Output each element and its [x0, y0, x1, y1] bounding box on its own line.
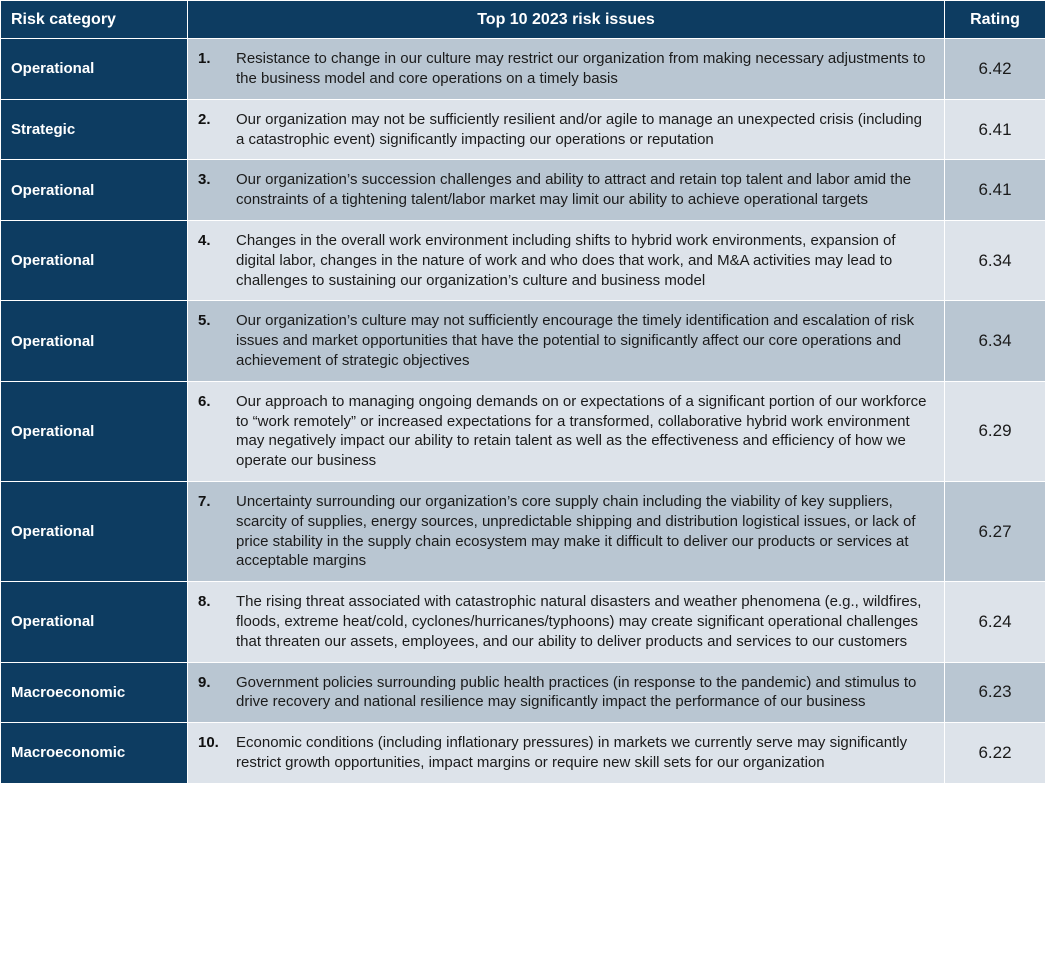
risk-category-cell: Operational: [1, 301, 188, 381]
table-row: [1, 381, 1046, 481]
table-row: [1, 39, 1046, 100]
table-row: [1, 662, 1046, 723]
table-row: [1, 160, 1046, 221]
risk-issue-number: 8.: [198, 593, 211, 611]
risk-issue-number: 7.: [198, 492, 211, 510]
table-row: [1, 582, 1046, 662]
risk-rating-cell: 6.34: [945, 220, 1046, 300]
risk-issue-number: 10.: [198, 734, 219, 752]
risk-rating-cell: 6.23: [945, 662, 1046, 723]
risk-category-cell: Operational: [1, 160, 188, 221]
risk-issue-cell: [188, 39, 945, 100]
risk-category-cell: Operational: [1, 220, 188, 300]
column-header-risk-issues: Top 10 2023 risk issues: [188, 1, 945, 39]
risk-issue-text: Changes in the overall work environment including shifts to hybrid work environments, expansion of digital labor, changes in the nature of work and who does that work, and M&A activities may lead to challenges to sustaining our organization’s culture and business model: [236, 231, 896, 289]
risk-category-cell: Macroeconomic: [1, 723, 188, 784]
risk-category-cell: Operational: [1, 481, 188, 581]
risk-issue-text: Government policies surrounding public health practices (in response to the pandemic) and stimulus to drive recovery and national resilience may significantly impact the performance of our business: [236, 673, 917, 711]
risk-issue-text: Our organization may not be sufficiently resilient and/or agile to manage an unexpected crisis (including a catastrophic event) significantly impacting our operations or reputation: [236, 110, 922, 148]
risk-issue-cell: [188, 160, 945, 221]
risk-rating-cell: 6.41: [945, 160, 1046, 221]
table-header-row: [1, 1, 1046, 39]
risk-category-cell: Macroeconomic: [1, 662, 188, 723]
table-body: [1, 39, 1046, 784]
risk-issue-text: Our organization’s succession challenges and ability to attract and retain top talent and labor amid the constraints of a tightening talent/labor market may limit our ability to achieve operational targets: [236, 171, 912, 209]
table-row: [1, 723, 1046, 784]
risk-issue-number: 2.: [198, 110, 211, 128]
risk-issue-number: 1.: [198, 50, 211, 68]
risk-issue-text: Our approach to managing ongoing demands on or expectations of a significant portion of our workforce to “work remotely” or increased expectations for a transformed, collaborative hybrid work environment may negatively impact our ability to retain talent as well as the effectiveness and efficiency of how we operate our business: [236, 392, 927, 470]
risk-issue-cell: [188, 301, 945, 381]
risk-issue-number: 3.: [198, 171, 211, 189]
table-row: [1, 220, 1046, 300]
column-header-rating: Rating: [945, 1, 1046, 39]
risk-issue-number: 6.: [198, 392, 211, 410]
risk-rating-cell: 6.22: [945, 723, 1046, 784]
risk-rating-cell: 6.34: [945, 301, 1046, 381]
risk-rating-cell: 6.41: [945, 99, 1046, 160]
risk-issue-cell: [188, 481, 945, 581]
risk-issue-number: 4.: [198, 231, 211, 249]
risk-category-cell: Strategic: [1, 99, 188, 160]
table-row: [1, 99, 1046, 160]
risk-issue-text: Our organization’s culture may not sufficiently encourage the timely identification and escalation of risk issues and market opportunities that have the potential to significantly affect our core operations and achievement of strategic objectives: [236, 312, 915, 369]
table-row: [1, 301, 1046, 381]
risk-issue-cell: [188, 582, 945, 662]
risk-category-cell: Operational: [1, 381, 188, 481]
risk-rating-cell: 6.24: [945, 582, 1046, 662]
risk-rating-cell: 6.29: [945, 381, 1046, 481]
risk-issue-text: Economic conditions (including inflationary pressures) in markets we currently serve may significantly restrict growth opportunities, impact margins or require new skill sets for our organization: [236, 734, 908, 771]
risk-issue-text: Resistance to change in our culture may restrict our organization from making necessary adjustments to the business model and core operations on a timely basis: [236, 50, 926, 87]
risk-issue-cell: [188, 662, 945, 723]
risk-issue-cell: [188, 220, 945, 300]
risk-category-cell: Operational: [1, 582, 188, 662]
risk-rating-cell: 6.27: [945, 481, 1046, 581]
risk-issue-cell: [188, 723, 945, 784]
risk-issue-number: 9.: [198, 673, 211, 691]
table-row: [1, 481, 1046, 581]
risk-issue-text: Uncertainty surrounding our organization’s core supply chain including the viability of key suppliers, scarcity of supplies, energy sources, unpredictable shipping and distribution logistical issues, or lack of price stability in the supply chain ecosystem may make it difficult to deliver our products or services at acceptable margins: [236, 492, 916, 570]
risk-issue-number: 5.: [198, 312, 211, 330]
table-header: [1, 1, 1046, 39]
risk-category-cell: Operational: [1, 39, 188, 100]
risk-issue-text: The rising threat associated with catastrophic natural disasters and weather phenomena (e.g., wildfires, floods, extreme heat/cold, cyclones/hurricanes/typhoons) may create significant operational challenges that threaten our assets, employees, and our ability to deliver products and services to our customers: [236, 593, 922, 650]
risk-issue-cell: [188, 381, 945, 481]
risk-issue-cell: [188, 99, 945, 160]
risk-rating-cell: 6.42: [945, 39, 1046, 100]
column-header-risk-category: Risk category: [1, 1, 188, 39]
